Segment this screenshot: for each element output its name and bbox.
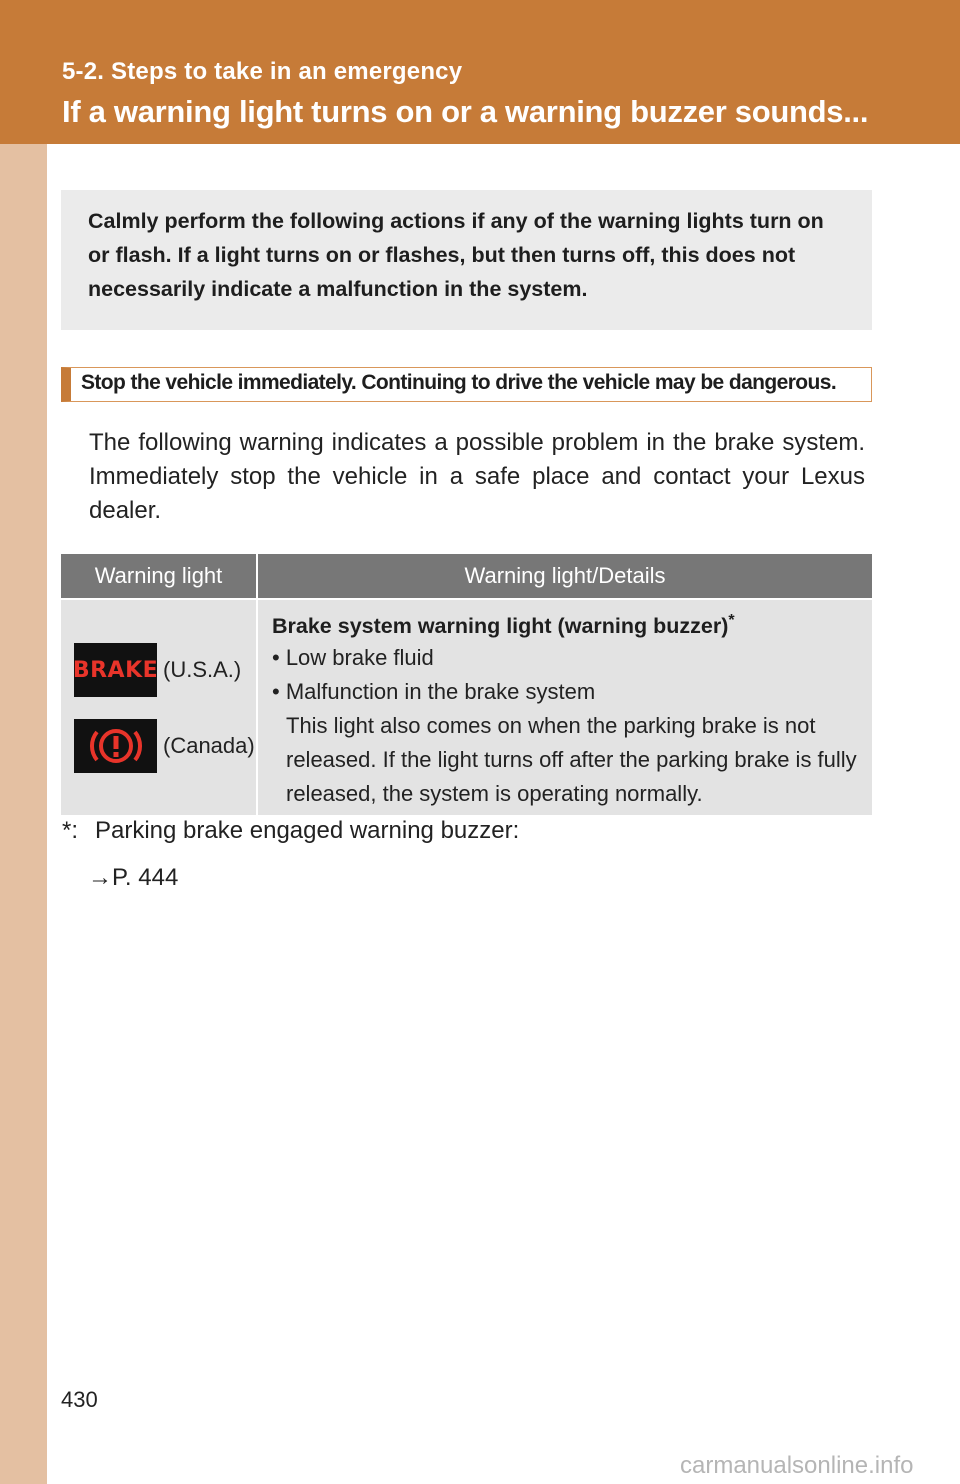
table-row xyxy=(61,599,872,815)
warning-light-cell xyxy=(61,599,257,815)
details-title-text: Brake system warning light (warning buzzer) xyxy=(272,614,729,639)
footnote xyxy=(62,817,519,845)
warning-light-table xyxy=(61,554,872,815)
list-item: • Malfunction in the brake system xyxy=(272,679,596,705)
intro-box xyxy=(61,190,872,330)
watermark: carmanualsonline.info xyxy=(680,1452,914,1479)
table-header-row xyxy=(61,554,872,599)
footnote-marker: *: xyxy=(62,817,79,844)
canada-label: (Canada) xyxy=(163,733,255,758)
intro-text: Calmly perform the following actions if any of the warning lights turn on or flash. If a light turns on or flashes, but then turns off, this does not necessarily indicate a malfunction in the system. xyxy=(88,209,824,301)
stop-vehicle-banner xyxy=(61,367,872,402)
footnote-text: Parking brake engaged warning buzzer: xyxy=(95,817,520,844)
canada-icon-row xyxy=(74,719,255,773)
brake-icon-text: BRAKE xyxy=(72,657,159,683)
details-cell xyxy=(257,599,872,815)
page-reference-link[interactable]: →P. 444 xyxy=(88,864,179,891)
brake-exclamation-icon xyxy=(74,719,157,773)
footnote-mark: * xyxy=(728,612,735,629)
side-margin-strip xyxy=(0,0,47,1484)
note-line: This light also comes on when the parking brake is not xyxy=(286,713,816,739)
page-title: If a warning light turns on or a warning buzzer sounds... xyxy=(62,94,869,129)
stop-vehicle-text: Stop the vehicle immediately. Continuing to drive the vehicle may be dangerous. xyxy=(81,371,837,394)
note-line: released, the system is operating normally. xyxy=(286,781,703,807)
section-title: 5-2. Steps to take in an emergency xyxy=(62,58,463,85)
column-header-warning-light: Warning light xyxy=(61,554,257,599)
page-number: 430 xyxy=(61,1387,98,1412)
details-title xyxy=(272,606,872,641)
usa-label: (U.S.A.) xyxy=(163,657,242,682)
brake-warning-icon xyxy=(74,643,157,697)
usa-icon-row xyxy=(74,643,241,697)
column-header-details: Warning light/Details xyxy=(257,554,872,599)
brake-warning-paragraph: The following warning indicates a possible problem in the brake system. Immediately stop the vehicle in a safe place and contact your Lexus dealer. xyxy=(89,429,865,524)
note-line: released. If the light turns off after the parking brake is fully xyxy=(286,747,857,773)
list-item: • Low brake fluid xyxy=(272,645,434,671)
page-header xyxy=(0,0,960,144)
